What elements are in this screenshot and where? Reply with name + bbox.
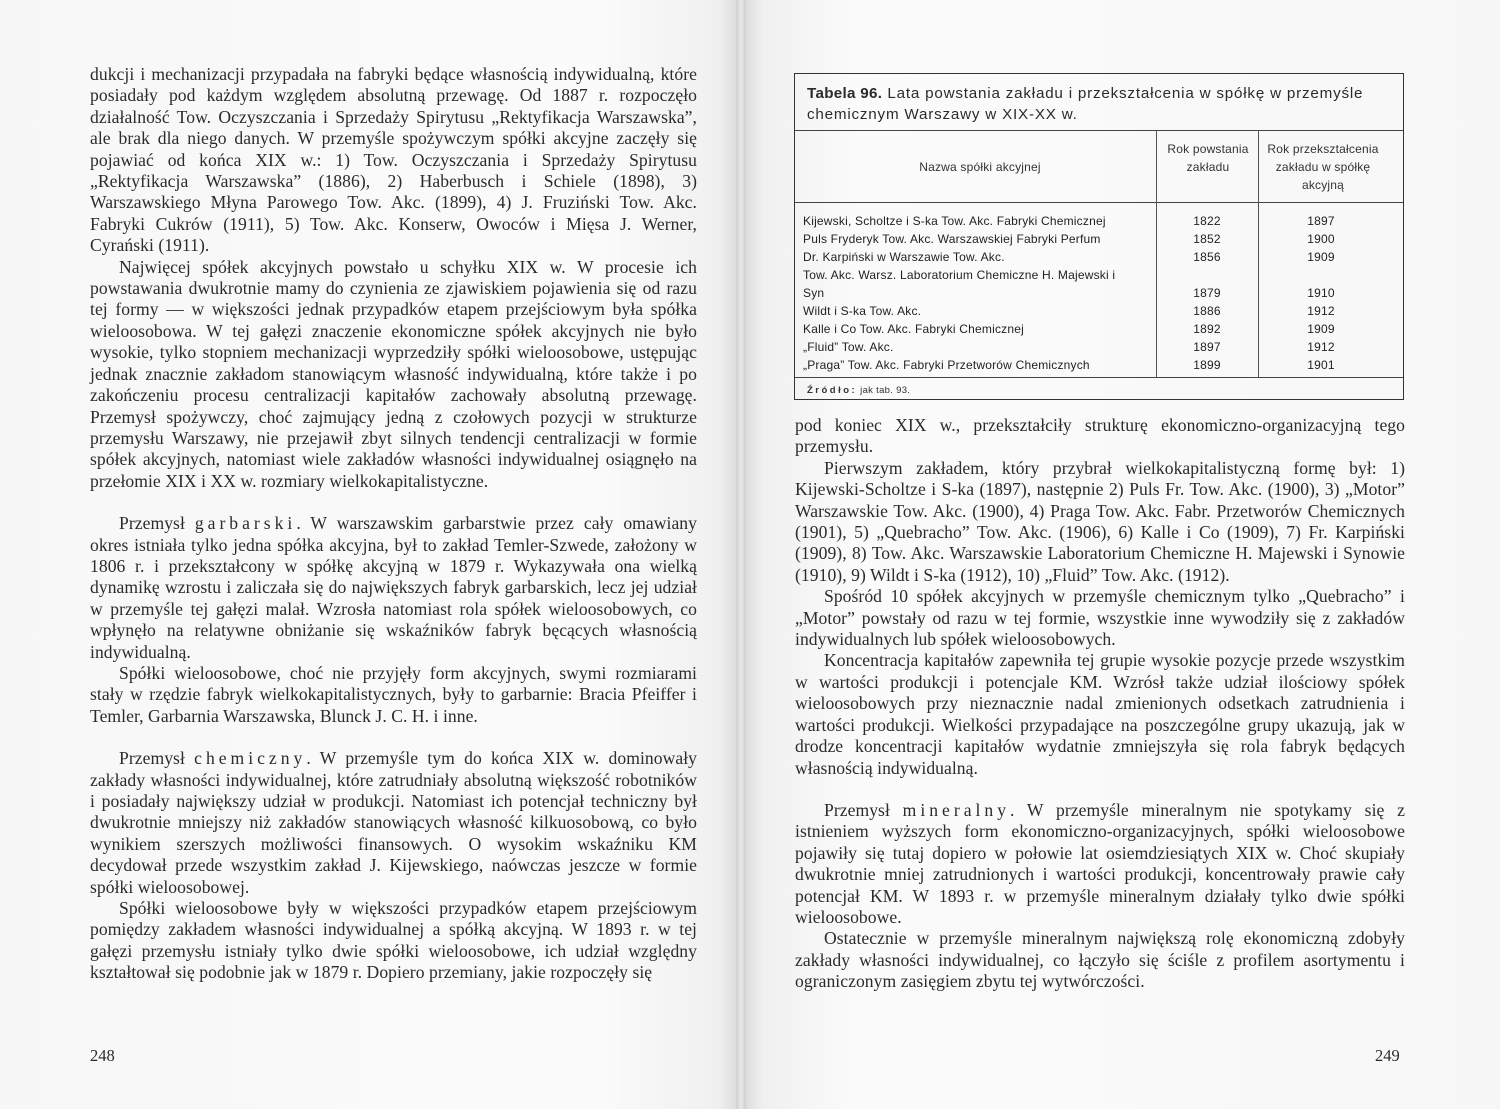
cell-converted: 1909 bbox=[1307, 322, 1335, 336]
left-page-body bbox=[90, 64, 697, 984]
paragraph bbox=[90, 663, 697, 727]
section-lead: Przemysł bbox=[119, 513, 195, 534]
paragraph bbox=[795, 415, 1405, 458]
table-header-converted: Rok przekształcenia zakładu w spółkę akcyjną bbox=[1267, 142, 1379, 192]
paragraph-text: Koncentracja kapitałów zapewniła tej grupie wysokie pozycje przede wszystkim w wartości produkcji i potencjale KM. Wzrósł także udział ilościowy spółek wieloosobowych przy nieznacznie nadal zmienionych odsetkach zatrudnienia i wartości produkcji. Wielkości przypadające na poszczególne grupy ukazują, jak w drodze koncentracji kapitałów wydatnie zmniejszyła się rola fabryk będących własnością indywidualną. bbox=[795, 650, 1405, 778]
table-caption-text: Lata powstania zakładu i przekształcenia w spółkę w przemyśle chemicznym Warszawy w XIX-XX w. bbox=[807, 85, 1364, 123]
cell-converted: 1910 bbox=[1307, 286, 1335, 300]
cell-converted: 1897 bbox=[1307, 214, 1335, 228]
paragraph-text: . W warszawskim garbarstwie przez cały omawiany okres istniała tylko jedna spółka akcyjna, był to zakład Temler-Szwede, założony w 1806 r. i przekształcony w spółkę akcyjną w 1879 r. Wykazywała ona wielką dynamikę wzrostu i zaliczała się do największych fabryk garbarskich, lecz jej udział w przemyśle tej gałęzi malał. Wzrosła natomiast rola spółek wieloosobowych, co wpłynęło na relatywne obniżanie się wskaźników fabryk bęcących własnością indywidualną. bbox=[90, 513, 698, 662]
cell-name: Kalle i Co Tow. Akc. Fabryki Chemicznej bbox=[803, 322, 1024, 336]
cell-name: Wildt i S-ka Tow. Akc. bbox=[803, 304, 922, 318]
table-caption-label: Tabela 96. bbox=[807, 85, 883, 102]
cell-name: „Praga” Tow. Akc. Fabryki Przetworów Chemicznych bbox=[803, 358, 1090, 372]
paragraph-text: . W przemyśle mineralnym nie spotykamy się z istnieniem wyższych form ekonomiczno-organizacyjnych, spółki wieloosobowe pojawiły się tutaj dopiero w połowie lat osiemdziesiątych XIX w. Choć skupiały dwukrotnie mniej zatrudnionych i wartości produkcji, koncentrowały prawie cały potencjał KM. W 1893 r. w przemyśle mineralnym działały tylko dwie spółki wieloosobowe. bbox=[795, 799, 1405, 927]
page-number-left: 248 bbox=[90, 1046, 115, 1065]
section-lead: Przemysł bbox=[119, 748, 195, 769]
paragraph-text: Spółki wieloosobowe były w większości przypadków etapem przejściowym pomiędzy zakładem własności indywidualnej a spółką akcyjną. W 1893 r. w tej gałęzi przemysłu istniały tylko dwie spółki wieloosobowe, ich udział względny kształtował się podobnie jak w 1879 r. Dopiero przemiany, jakie rozpoczęły się bbox=[90, 898, 697, 983]
cell-founded: 1899 bbox=[1193, 358, 1221, 372]
section-paragraph bbox=[90, 748, 697, 898]
table-source bbox=[807, 385, 910, 396]
cell-name: Kijewski, Scholtze i S-ka Tow. Akc. Fabryki Chemicznej bbox=[803, 214, 1106, 228]
paragraph bbox=[795, 458, 1405, 586]
table-rule bbox=[795, 202, 1403, 203]
table-96 bbox=[794, 73, 1404, 400]
paragraph-text: Spośród 10 spółek akcyjnych w przemyśle chemicznym tylko „Quebracho” i „Motor” powstały od razu w tej formie, wszystkie inne wywodziły się z zakładów indywidualnych lub spółek wieloosobowych. bbox=[795, 586, 1405, 650]
paragraph bbox=[795, 650, 1405, 778]
cell-founded: 1892 bbox=[1193, 322, 1221, 336]
section-heading-spaced: garbarski bbox=[194, 513, 297, 534]
paragraph-text: . W przemyśle tym do końca XIX w. dominowały zakłady własności indywidualnej, które zatrudniały absolutną większość robotników i posiadały największy udział w produkcji. Natomiast ich potencjał techniczny był dwukrotnie mniejszy niż zakładów stanowiących własność kilkuosobową, co było wynikiem szerszych możliwości finansowych. O wysokim wskaźniku KM decydował przede wszystkim zakład J. Kijewskiego, naówczas jeszcze w formie spółki wieloosobowej. bbox=[90, 748, 698, 897]
cell-converted: 1909 bbox=[1307, 250, 1335, 264]
cell-founded: 1822 bbox=[1193, 214, 1221, 228]
section-paragraph bbox=[795, 800, 1405, 928]
cell-converted: 1912 bbox=[1307, 340, 1335, 354]
cell-founded: 1879 bbox=[1193, 286, 1221, 300]
section-paragraph bbox=[90, 513, 697, 663]
table-header-name: Nazwa spółki akcyjnej bbox=[919, 160, 1041, 174]
paragraph-text: Ostatecznie w przemyśle mineralnym największą rolę ekonomiczną zdobyły zakłady własności indywidualnej, co łączyło się ściśle z profilem asortymentu i ograniczonym zasięgiem zbytu tej wytwórczości. bbox=[795, 928, 1405, 992]
section-heading-spaced: mineralny bbox=[902, 799, 1010, 820]
book-gutter bbox=[736, 0, 746, 1109]
table-column-divider bbox=[1258, 130, 1259, 377]
cell-founded: 1856 bbox=[1193, 250, 1221, 264]
table-header-founded: Rok powstania zakładu bbox=[1167, 142, 1249, 174]
cell-founded: 1852 bbox=[1193, 232, 1221, 246]
table-rule bbox=[795, 130, 1403, 131]
cell-name: „Fluid” Tow. Akc. bbox=[803, 340, 894, 354]
cell-name: Dr. Karpiński w Warszawie Tow. Akc. bbox=[803, 250, 1005, 264]
table-rule bbox=[795, 377, 1403, 378]
paragraph-text: pod koniec XIX w., przekształciły strukturę ekonomiczno-organizacyjną tego przemysłu. bbox=[795, 415, 1405, 457]
cell-name: Puls Fryderyk Tow. Akc. Warszawskiej Fabryki Perfum bbox=[803, 232, 1101, 246]
paragraph bbox=[90, 898, 697, 984]
right-page-body bbox=[795, 415, 1405, 993]
paragraph-text: Spółki wieloosobowe, choć nie przyjęły form akcyjnych, swymi rozmiarami stały w rzędzie fabryk wielkokapitalistycznych, były to garbarnie: Bracia Pfeiffer i Temler, Garbarnia Warszawska, Blunck J. C. H. i inne. bbox=[90, 662, 697, 726]
cell-converted: 1900 bbox=[1307, 232, 1335, 246]
cell-name: Tow. Akc. Warsz. Laboratorium Chemiczne H. Majewski i Syn bbox=[803, 268, 1116, 300]
cell-converted: 1912 bbox=[1307, 304, 1335, 318]
section-heading-spaced: chemiczny bbox=[194, 748, 307, 769]
table-source-label: Źródło: bbox=[807, 385, 858, 396]
paragraph bbox=[90, 257, 697, 492]
paragraph-text: dukcji i mechanizacji przypadała na fabryki będące własnością indywidualną, które posiadały pod każdym względem absolutną przewagę. Od 1887 r. rozpoczęło działalność Tow. Oczyszczania i Sprzedaży Spirytusu „Rektyfikacja Warszawska”, ale brak dla niego danych. W przemyśle spożywczym spółki akcyjne zaczęły się pojawiać od końca XIX w.: 1) Tow. Oczyszczania i Sprzedaży Spirytusu „Rektyfikacja Warszawska” (1886), 2) Haberbusch i Schiele (1898), 3) Warszawskiego Młyna Parowego Tow. Akc. (1899), 4) J. Fruziński Tow. Akc. Fabryki Cukrów (1911), 5) Tow. Akc. Konserw, Owoców i Mięsa J. Werner, Cyrański (1911). bbox=[90, 64, 697, 256]
section-lead: Przemysł bbox=[824, 799, 903, 820]
table-source-text: jak tab. 93. bbox=[857, 385, 911, 396]
paragraph bbox=[795, 928, 1405, 992]
page-number-right: 249 bbox=[1375, 1046, 1400, 1065]
paragraph-text: Pierwszym zakładem, który przybrał wielkokapitalistyczną formę był: 1) Kijewski-Scholtze i S-ka (1897), następnie 2) Puls Fr. Tow. Akc. (1900), 3) „Motor” Warszawskie Tow. Akc. (1900), 4) Praga Tow. Akc. Fabr. Przetworów Chemicznych (1901), 5) „Quebracho” Tow. Akc. (1906), 6) Kalle i Co (1909), 7) Fr. Karpiński (1909), 8) Tow. Akc. Warszawskie Laboratorium Chemiczne H. Majewski i Synowie (1910), 9) Wildt i S-ka (1912), 10) „Fluid” Tow. Akc. (1912). bbox=[795, 457, 1405, 585]
cell-converted: 1901 bbox=[1307, 358, 1335, 372]
paragraph bbox=[795, 586, 1405, 650]
table-caption bbox=[807, 83, 1395, 125]
paragraph bbox=[90, 64, 697, 257]
cell-founded: 1897 bbox=[1193, 340, 1221, 354]
paragraph-text: Najwięcej spółek akcyjnych powstało u schyłku XIX w. W procesie ich powstawania dwukrotnie mamy do czynienia ze zjawiskiem pojawienia się od razu tej formy — w większości jednak przypadków etapem przejściowym była spółka wieloosobowa. W tej gałęzi znaczenie ekonomiczne spółek akcyjnych nie było wysokie, tylko stopniem mechanizacji wyprzedziły spółki wieloosobowe, ustępując jednak znacznie zakładom stanowiącym własność indywidualną, które także i po zakończeniu procesu centralizacji kapitałów zachowały absolutną przewagę. Przemysł spożywczy, choć zajmujący jedną z czołowych pozycji w strukturze przemysłu Warszawy, nie przejawił zbyt silnych tendencji centralizacji w formie spółek akcyjnych, natomiast wiele zakładów własności indywidualnej osiągnęło na przełomie XIX i XX w. rozmiary wielkokapitalistyczne. bbox=[90, 256, 697, 491]
cell-founded: 1886 bbox=[1193, 304, 1221, 318]
